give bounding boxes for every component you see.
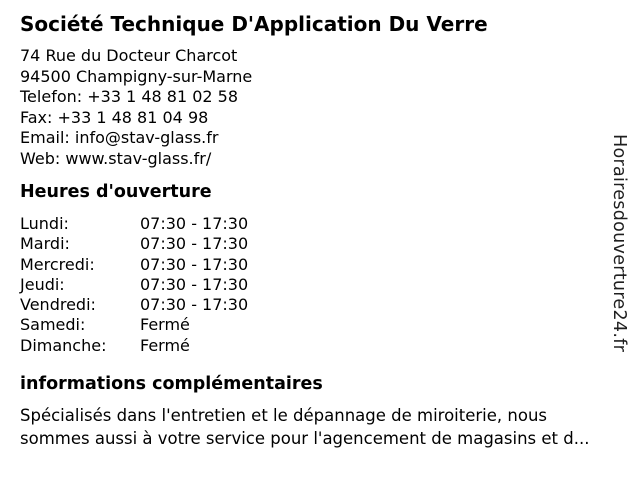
day-label: Jeudi: [20, 274, 65, 294]
time-value: Fermé [140, 335, 190, 355]
address-city: 94500 Champigny-sur-Marne [20, 66, 253, 86]
hours-row-wednesday [20, 255, 620, 275]
day-label: Mercredi: [20, 254, 95, 274]
listing-content [20, 13, 620, 450]
day-label: Dimanche: [20, 335, 107, 355]
contact-block [20, 46, 620, 169]
hours-row-sunday [20, 336, 620, 356]
time-value: 07:30 - 17:30 [140, 274, 249, 294]
email-line: Email: info@stav-glass.fr [20, 128, 219, 147]
hours-row-tuesday [20, 234, 620, 254]
site-watermark-vertical: Horairesdouverture24.fr [609, 134, 629, 353]
hours-row-saturday [20, 315, 620, 335]
hours-row-thursday [20, 275, 620, 295]
day-label: Samedi: [20, 315, 86, 335]
additional-info-heading: informations complémentaires [20, 374, 323, 395]
address-street: 74 Rue du Docteur Charcot [20, 46, 238, 65]
website-line: Web: www.stav-glass.fr/ [20, 148, 212, 168]
time-value: 07:30 - 17:30 [140, 214, 249, 233]
hours-row-friday [20, 295, 620, 315]
hours-row-monday [20, 214, 620, 234]
phone-line: Telefon: +33 1 48 81 02 58 [20, 87, 239, 106]
opening-hours-heading: Heures d'ouverture [20, 182, 212, 202]
time-value: 07:30 - 17:30 [140, 234, 249, 254]
time-value: 07:30 - 17:30 [140, 254, 249, 274]
fax-line: Fax: +33 1 48 81 04 98 [20, 107, 209, 127]
business-description: Spécialisés dans l'entretien et le dépannage de miroiterie, nous sommes aussi à votre service pour l'agencement de magasins et d... [20, 406, 590, 449]
time-value: Fermé [140, 315, 190, 335]
day-label: Lundi: [20, 214, 69, 233]
time-value: 07:30 - 17:30 [140, 295, 249, 315]
opening-hours-table [20, 214, 620, 356]
day-label: Mardi: [20, 234, 70, 254]
business-name: Société Technique D'Application Du Verre [20, 12, 488, 36]
day-label: Vendredi: [20, 295, 96, 315]
